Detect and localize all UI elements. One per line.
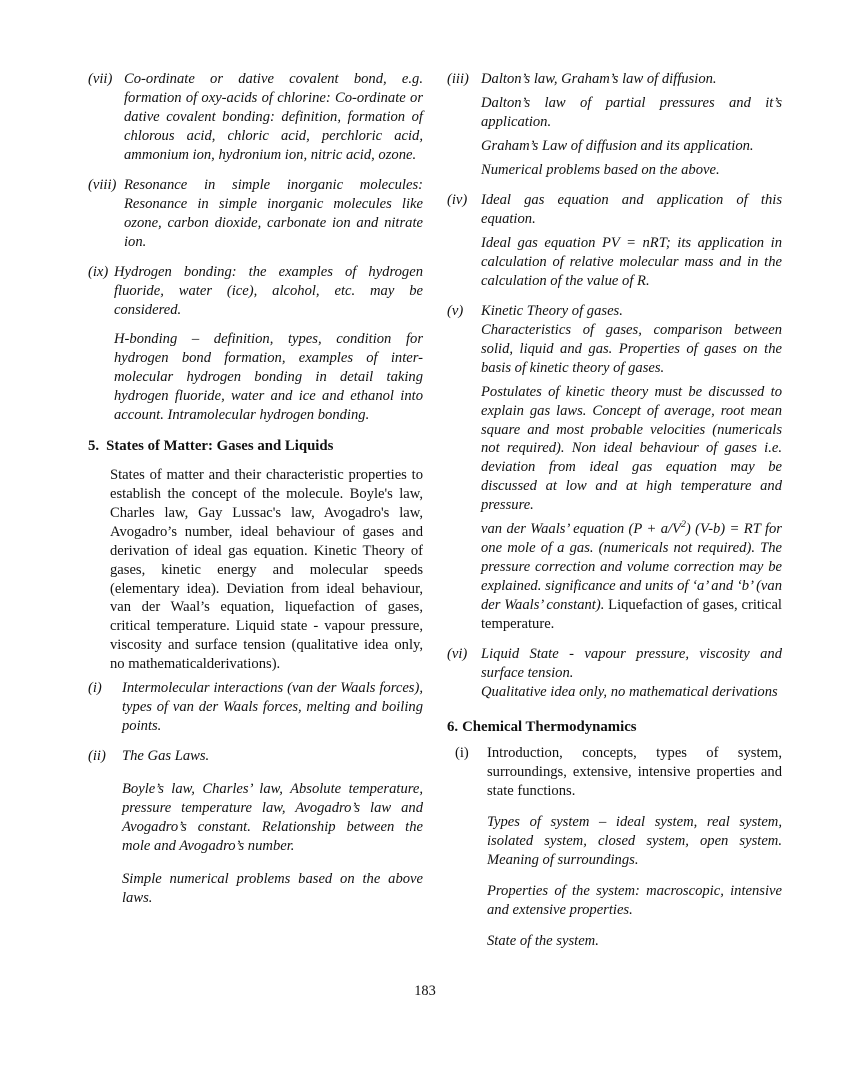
list-item (447, 645, 782, 702)
equation-text-after: ) (V-b) = RT for one mole of a gas. (numericals not required). The pressure correction and volume correction may be explained. significance and units of ‘a’ and ‘b’ (van der Waals’ constant). (481, 521, 782, 614)
item-body (481, 191, 782, 291)
left-column (88, 70, 423, 962)
section-heading-5 (88, 437, 423, 456)
item-marker: (v) (447, 302, 464, 319)
equation-text-before: van der Waals’ equation (P + a/V (481, 521, 681, 538)
list-item (88, 679, 423, 736)
item-marker: (i) (455, 745, 469, 762)
item-paragraph: Introduction, concepts, types of system, surroundings, extensive, intensive properties and state functions. (487, 745, 782, 800)
item-paragraph: Resonance in simple inorganic molecules: Resonance in simple inorganic molecules like ozone, carbon dioxide, carbonate ion and nitrate ion. (124, 176, 423, 250)
item-paragraph: Characteristics of gases, comparison between solid, liquid and gas. Properties of gases on the basis of kinetic theory of gases. (481, 321, 782, 376)
list-item (447, 70, 782, 180)
item-body (114, 263, 423, 425)
item-marker: (viii) (88, 176, 117, 193)
item-body (122, 679, 423, 736)
item-equation-paragraph (481, 520, 782, 634)
list-item (88, 70, 423, 165)
item-paragraph: Ideal gas equation and application of this equation. (481, 191, 782, 227)
item-paragraph: Types of system – ideal system, real system, isolated system, closed system, open system. Meaning of surroundings. (487, 814, 782, 869)
item-paragraph: Co-ordinate or dative covalent bond, e.g. formation of oxy-acids of chlorine: Co-ordinate or dative covalent bonding: definition, formation of chlorous acid, chloric acid, perchloric acid, ammonium ion, hydronium ion, nitric acid, ozone. (124, 71, 423, 163)
item-body (124, 176, 423, 252)
item-paragraph: Simple numerical problems based on the above laws. (122, 871, 423, 907)
equation-text-upright-tail: Liquefaction of gases, critical temperature. (481, 597, 782, 633)
item-body (124, 70, 423, 165)
list-item (88, 263, 423, 425)
item-body (122, 747, 423, 908)
item-body (481, 70, 782, 180)
item-paragraph: H-bonding – definition, types, condition for hydrogen bond formation, examples of inter-molecular hydrogen bonding in detail taking hydrogen fluoride, water and ice and ethanol into account. Intramolecular hydrogen bonding. (114, 330, 423, 423)
item-paragraph: Intermolecular interactions (van der Waals forces), types of van der Waals forces, melting and boiling points. (122, 680, 423, 735)
list-item (447, 302, 782, 634)
section-title: States of Matter: Gases and Liquids (106, 438, 334, 455)
item-paragraph: Properties of the system: macroscopic, intensive and extensive properties. (487, 883, 782, 919)
item-paragraph: Dalton’s law, Graham’s law of diffusion. (481, 71, 717, 87)
page-number: 183 (414, 983, 436, 999)
item-marker: (iii) (447, 71, 469, 87)
item-paragraph: Graham’s Law of diffusion and its application. (481, 137, 754, 154)
item-marker: (iv) (447, 191, 468, 208)
item-marker: (ii) (88, 748, 106, 765)
item-marker: (vi) (447, 646, 468, 663)
item-paragraph: Qualitative idea only, no mathematical derivations (481, 684, 778, 701)
item-paragraph: Postulates of kinetic theory must be discussed to explain gas laws. Concept of average, root mean square and most probable velocities (numericals not required). Non ideal behaviour of gases i.e. deviation from ideal gas equation may be discussed at low and at high temperature and pressure. (481, 383, 782, 514)
item-paragraph: Liquid State - vapour pressure, viscosity and surface tension. (481, 646, 782, 682)
item-paragraph: Ideal gas equation PV = nRT; its application in calculation of relative molecular mass and in the calculation of the value of R. (481, 234, 782, 289)
item-marker: (vii) (88, 71, 113, 87)
item-marker: (i) (88, 680, 102, 697)
section-intro-paragraph: States of matter and their characteristic properties to establish the concept of the molecule. Boyle's law, Charles law, Gay Lussac's law, Avogadro's law, Avogadro’s number, ideal behaviour of gases and derivation of ideal gas equation. Kinetic Theory of gases, kinetic energy and molecular speeds (elementary idea). Deviation from ideal behaviour, van der Waal’s equation, liquefaction of gases, critical temperature. Liquid state - vapour pressure, viscosity and surface tension (qualitative idea only, no mathematicalderivations). (110, 466, 423, 673)
item-paragraph: Hydrogen bonding: the examples of hydrogen fluoride, water (ice), alcohol, etc. may be considered. (114, 263, 423, 318)
item-paragraph: Boyle’s law, Charles’ law, Absolute temperature, pressure temperature law, Avogadro’s law and Avogadro’s constant. Relationship between the mole and Avogadro’s number. (122, 781, 423, 855)
item-paragraph: The Gas Laws. (122, 748, 210, 765)
section-5-body (88, 466, 423, 675)
equation-superscript: 2 (680, 519, 686, 531)
item-body (487, 744, 782, 951)
two-column-body (88, 70, 782, 962)
item-paragraph: State of the system. (487, 933, 599, 950)
list-item (88, 747, 423, 908)
item-body (481, 645, 782, 702)
right-column (447, 70, 782, 962)
section-number: 5. (88, 438, 100, 455)
list-item (88, 176, 423, 252)
section-number: 6. (447, 719, 459, 736)
list-item (447, 191, 782, 291)
section-title: Chemical Thermodynamics (462, 719, 637, 736)
item-marker: (ix) (88, 263, 109, 280)
item-paragraph: Numerical problems based on the above. (481, 161, 720, 178)
item-paragraph: Kinetic Theory of gases. (481, 302, 623, 319)
list-item (447, 744, 782, 951)
section-heading-6 (447, 718, 782, 737)
item-body (481, 302, 782, 634)
item-paragraph: Dalton’s law of partial pressures and it’s application. (481, 94, 782, 130)
